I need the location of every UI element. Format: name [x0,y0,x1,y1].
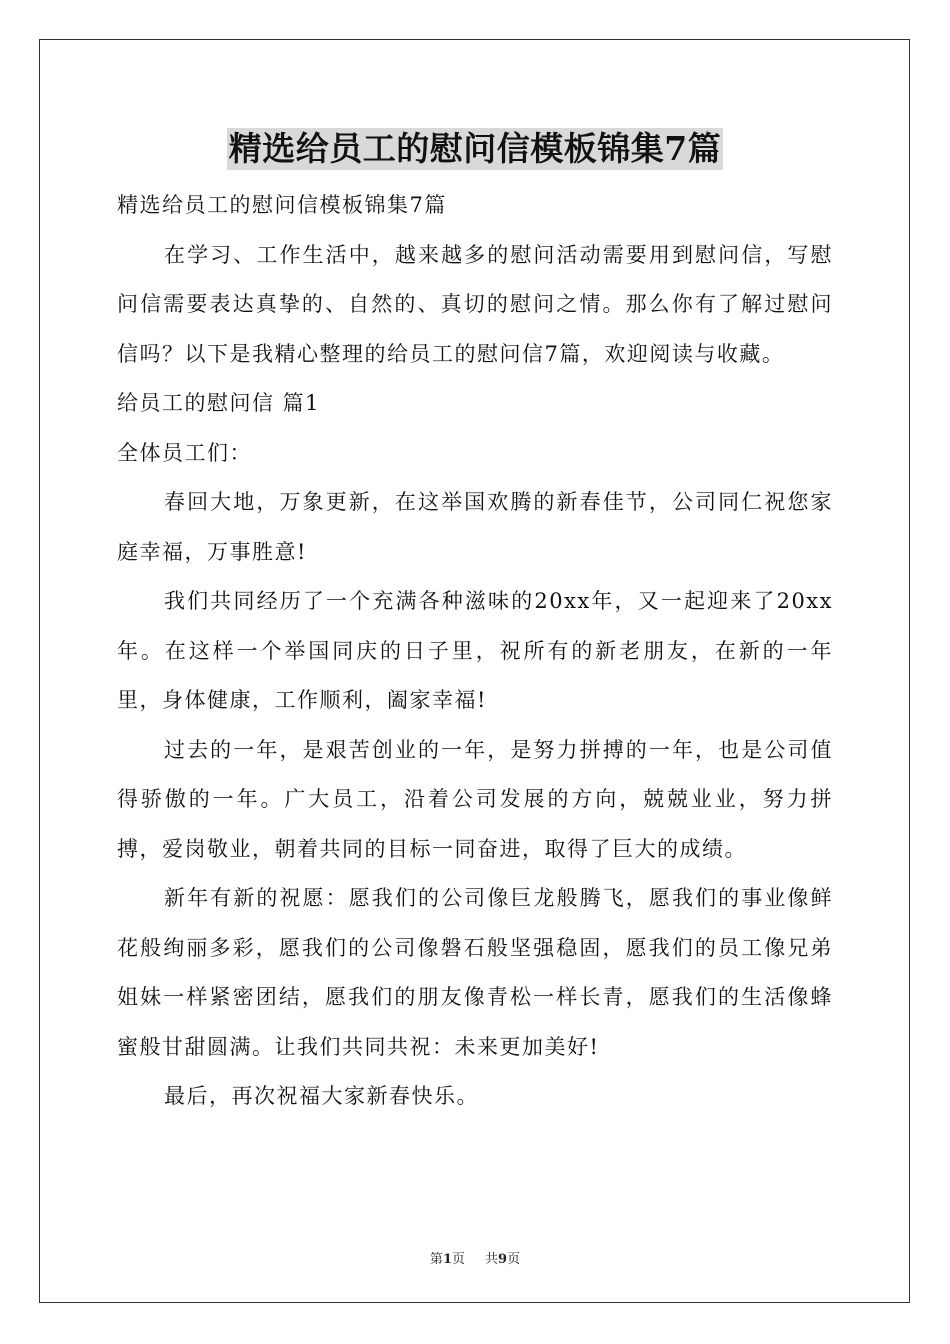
total-suffix: 页 [507,1252,521,1267]
section-heading: 给员工的慰问信 篇1 [117,391,321,415]
document-subtitle: 精选给员工的慰问信模板锦集7篇 [117,193,447,217]
intro-paragraph: 在学习、工作生活中，越来越多的慰问活动需要用到慰问信，写慰问信需要表达真挚的、自然的、真切的慰问之情。那么你有了解过慰问信吗？以下是我精心整理的给员工的慰问信7篇，欢迎阅读与收藏。 [117,242,833,366]
document-title [0,128,950,170]
page-prefix: 第 [429,1252,443,1267]
page-suffix: 页 [451,1252,465,1267]
document-title-text: 精选给员工的慰问信模板锦集7篇 [228,129,722,168]
body-paragraph: 最后，再次祝福大家新春快乐。 [164,1084,479,1108]
total-prefix: 共 [485,1252,499,1267]
page-number: 1 [442,1252,452,1267]
body-paragraph: 新年有新的祝愿：愿我们的公司像巨龙般腾飞，愿我们的事业像鲜花般绚丽多彩，愿我们的公司像磐石般坚强稳固，愿我们的员工像兄弟姐妹一样紧密团结，愿我们的朋友像青松一样长青，愿我们的生活像蜂蜜般甘甜圆满。让我们共同共祝：未来更加美好! [117,886,833,1059]
body-paragraph: 我们共同经历了一个充满各种滋味的20xx年，又一起迎来了20xx年。在这样一个举国同庆的日子里，祝所有的新老朋友，在新的一年里，身体健康，工作顺利，阖家幸福! [117,589,833,712]
salutation: 全体员工们： [117,440,252,465]
document-body [117,181,833,1122]
total-pages: 9 [498,1252,508,1267]
body-paragraph: 过去的一年，是艰苦创业的一年，是努力拼搏的一年，也是公司值得骄傲的一年。广大员工，沿着公司发展的方向，兢兢业业，努力拼搏，爱岗敬业，朝着共同的目标一同奋进，取得了巨大的成绩。 [117,737,833,861]
body-paragraph: 春回大地，万象更新，在这举国欢腾的新春佳节，公司同仁祝您家庭幸福，万事胜意! [117,490,833,564]
page-footer [0,1248,950,1267]
